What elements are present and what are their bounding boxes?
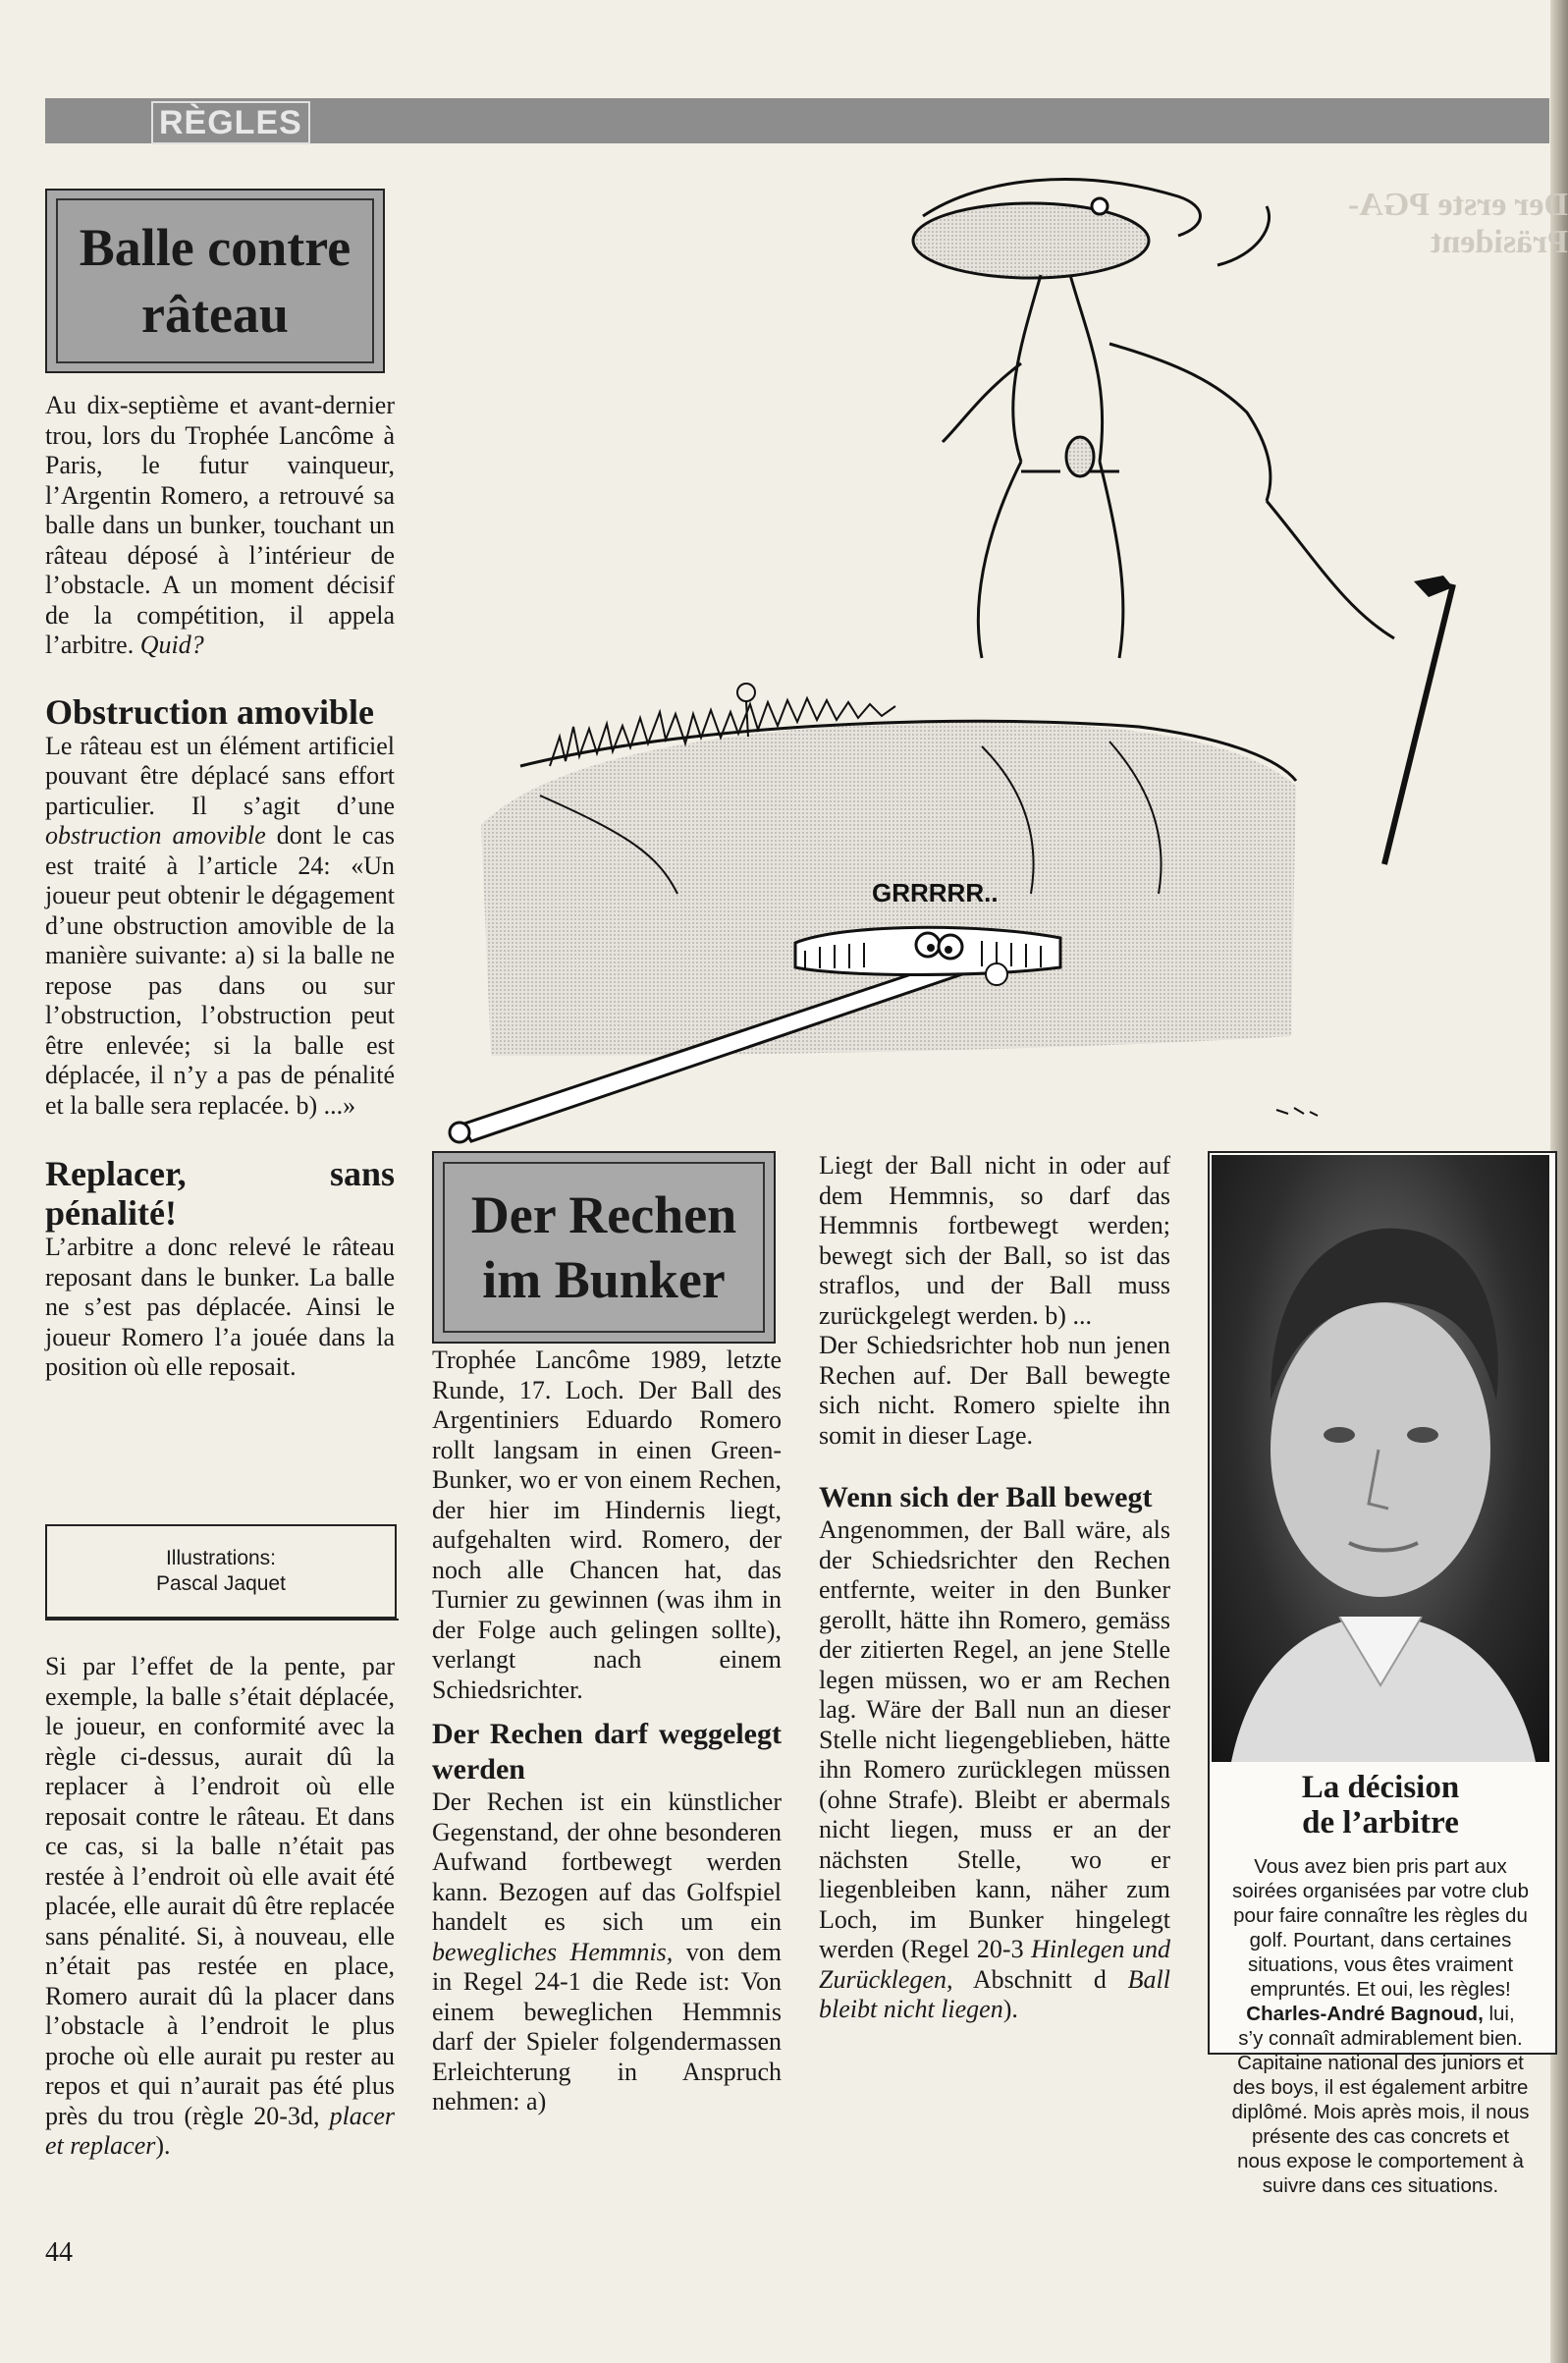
divider-rule	[45, 1619, 399, 1621]
illustration-credit	[45, 1524, 397, 1619]
left-column-bottom	[45, 1652, 395, 2162]
show-through-text: Der erste PGA-Präsident	[1347, 187, 1568, 260]
flagstick	[1384, 584, 1453, 864]
intro-paragraph: Au dix-septième et avant-dernier trou, lors du Trophée Lancôme à Paris, le futur vainqueur, l’Argentin Romero, a retrouvé sa balle dans un bunker, touchant un râteau déposé à l’intérieur de l’obstacle. A un moment décisif de la compétition, il appela l’arbitre. Quid?	[45, 391, 395, 659]
heading-replacer: Replacer, sans pénalité!	[45, 1154, 395, 1233]
middle-column	[432, 1346, 782, 2117]
sidebar-title: La décision de l’arbitre	[1301, 1770, 1460, 1841]
right-column	[819, 1151, 1170, 2025]
credit-label: Illustrations:	[165, 1547, 277, 1569]
referee-figure	[913, 180, 1394, 658]
right-paragraph-1: Liegt der Ball nicht in oder auf dem Hemmnis, so darf das Hemmnis fortbewegt werden; bewegt sich der Ball, so ist das straflos, und der Ball muss zurückgelegt werden. b) ...	[819, 1151, 1170, 1330]
section-header-bar	[45, 98, 1549, 143]
heading-darf: Der Rechen darf weggelegt werden	[432, 1718, 782, 1786]
cartoon-illustration	[432, 147, 1561, 1169]
section-label: RÈGLES	[151, 101, 310, 144]
heading-obstruction: Obstruction amovible	[45, 691, 375, 732]
left-column-top	[45, 391, 395, 1383]
german-intro: Trophée Lancôme 1989, letzte Runde, 17. Loch. Der Ball des Argentiniers Eduardo Romero rollt langsam in einen Green-Bunker, wo er von einem Rechen, der hier im Hindernis liegt, aufgehalten wird. Romero, der noch alle Chancen hat, das Turnier zu gewinnen (was ihm in der Folge auch gelingen sollte), verlangt nach einem Schiedsrichter.	[432, 1346, 782, 1704]
article-title-box	[45, 189, 385, 373]
right-paragraph-2: Der Schiedsrichter hob nun jenen Rechen auf. Der Ball bewegte sich nicht. Romero spielte ihn somit in dieser Lage.	[819, 1331, 1170, 1450]
german-title: Der Rechen im Bunker	[443, 1162, 765, 1333]
replacer-paragraph: L’arbitre a donc relevé le râteau reposant dans le bunker. La balle ne s’est pas déplacée. Ainsi le joueur Romero l’a jouée dans la position où elle reposait.	[45, 1233, 395, 1381]
german-title-box	[432, 1151, 776, 1344]
portrait-silhouette	[1212, 1155, 1549, 1762]
credit-name: Pascal Jaquet	[156, 1572, 286, 1595]
author-name: Charles-André Bagnoud,	[1246, 2003, 1484, 2025]
darf-paragraph: Der Rechen ist ein künstlicher Gegenstand, der ohne besonderen Aufwand fortbewegt werden kann. Bezogen auf das Golfspiel handelt es sich um ein bewegliches Hemmnis, von dem in Regel 24-1 die Rede ist: Von einem beweglichen Hemmnis darf der Spieler folgendermassen Erleichterung in Anspruch nehmen: a)	[432, 1787, 782, 2116]
sidebar-body: Vous avez bien pris part aux soirées organisées par votre club pour faire connaître les règles du golf. Pourtant, dans certaines situations, vous êtes vraiment empruntés. Et oui, les règles! Charles-André Bagnoud, lui, s’y connaît admirablement bien. Capitaine national des juniors et des boys, il est également arbitre diplômé. Mois après mois, il nous présente des cas concrets et nous expose le comportement à suivre dans ces situations.	[1231, 1855, 1530, 2197]
slope-paragraph: Si par l’effet de la pente, par exemple, la balle s’était déplacée, le joueur, en conformité avec la règle ci-dessus, aurait dû la replacer à l’endroit où elle reposait contre le râteau. Et dans ce cas, si la balle n’était pas restée à l’endroit où elle avait été placée, elle aurait dû être replacée sans pénalité. Si, à nouveau, elle n’était pas restée en place, Romero aurait dû la placer dans l’obstacle à l’endroit le plus proche où elle aurait pu rester au repos et qui n’aurait pas été plus près du trou (règle 20-3d, placer et replacer).	[45, 1652, 395, 2160]
author-portrait	[1212, 1155, 1549, 1762]
page-number: 44	[45, 2237, 73, 2268]
sound-effect: GRRRRR..	[872, 878, 999, 907]
bewegt-paragraph: Angenommen, der Ball wäre, als der Schiedsrichter den Rechen entfernte, weiter in den Bunker gerollt, hätte ihn Romero, gemäss der zitierten Regel, an jene Stelle legen müssen, wo er am Rechen lag. Wäre der Ball nun an dieser Stelle nicht liegengeblieben, hätte ihn Romero zurücklegen müssen (ohne Strafe). Bleibt er abermals nicht liegen, muss er an der nächsten Stelle, wo er liegenbleiben kann, näher zum Loch, im Bunker hingelegt werden (Regel 20-3 Hinlegen und Zurücklegen, Abschnitt d Ball bleibt nicht liegen).	[819, 1515, 1171, 2023]
heading-bewegt: Wenn sich der Ball bewegt	[819, 1481, 1153, 1513]
obstruction-paragraph: Le râteau est un élément artificiel pouvant être déplacé sans effort particulier. Il s’agit d’une obstruction amovible dont le cas est traité à l’article 24: «Un joueur peut obtenir le dégagement d’une obstruction amovible de la manière suivante: a) si la balle ne repose pas dans ou sur l’obstruction, l’obstruction peut être enlevée; si la balle est déplacée, il n’y a pas de pénalité et la balle sera replacée. b) ...»	[45, 731, 395, 1120]
article-title: Balle contre râteau	[56, 198, 374, 363]
golf-ball	[986, 963, 1007, 985]
